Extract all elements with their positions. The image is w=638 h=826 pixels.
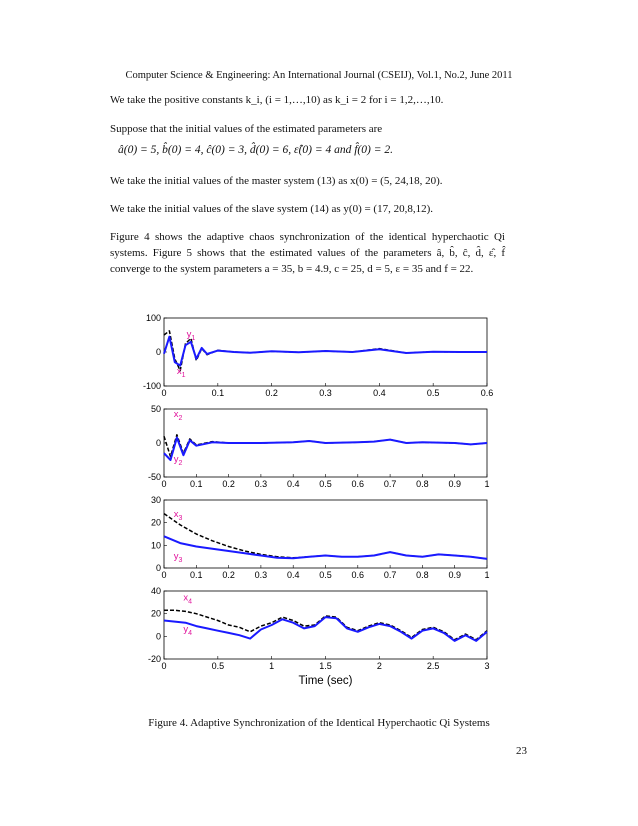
x-tick-label: 3 bbox=[484, 661, 490, 671]
x-tick-label: 0.6 bbox=[351, 479, 365, 489]
x-tick-label: 0 bbox=[161, 570, 167, 580]
x-tick-label: 0.1 bbox=[190, 570, 203, 580]
series-label-y1: $y_1$ bbox=[186, 329, 196, 343]
x-tick-label: 0 bbox=[161, 661, 167, 671]
x-tick-label: 0.4 bbox=[286, 570, 300, 580]
x-tick-label: 0.5 bbox=[319, 479, 332, 489]
x-tick-label: 0.4 bbox=[373, 388, 386, 398]
x-tick-label: 2 bbox=[376, 661, 382, 671]
x-tick-label: 0 bbox=[161, 479, 167, 489]
series-label-x1: $x_1$ bbox=[176, 365, 186, 379]
series-label-x2: $x_2$ bbox=[173, 409, 183, 423]
y-tick-label: 0 bbox=[155, 631, 161, 642]
y-tick-label: -20 bbox=[147, 654, 161, 664]
series-label-y3: $y_3$ bbox=[173, 551, 183, 565]
panel-2 bbox=[148, 404, 490, 489]
y-tick-label: 50 bbox=[150, 404, 161, 414]
x-tick-label: 0.4 bbox=[286, 479, 300, 489]
y-tick-label: 0 bbox=[155, 438, 161, 448]
y-tick-label: 0 bbox=[155, 563, 161, 573]
x-tick-label: 2.5 bbox=[426, 661, 440, 671]
equation-initial-estimates: â(0) = 5, b̂(0) = 4, ĉ(0) = 3, d̂(0) = 6, ε̂(0) = 4 and f̂(0) = 2. bbox=[118, 144, 393, 156]
y-tick-label: 20 bbox=[150, 517, 161, 528]
x-tick-label: 0.2 bbox=[265, 388, 278, 398]
y-tick-label: 0 bbox=[155, 347, 161, 357]
paragraph-master-initial: We take the initial values of the master system (13) as x(0) = (5, 24,18, 20). bbox=[110, 175, 443, 187]
y-tick-label: 30 bbox=[150, 495, 161, 505]
x-tick-label: 0.2 bbox=[222, 570, 235, 580]
paragraph-constants: We take the positive constants k_i, (i = 1,…,10) as k_i = 2 for i = 1,2,…,10. bbox=[110, 94, 444, 106]
x-tick-label: 0 bbox=[161, 388, 167, 398]
x-tick-label: 0.1 bbox=[190, 479, 203, 489]
series-label-y2: $y_2$ bbox=[173, 454, 183, 468]
x-axis-label: Time (sec) bbox=[298, 675, 353, 687]
x-tick-label: 0.7 bbox=[383, 479, 397, 489]
paragraph-figure-description: Figure 4 shows the adaptive chaos synchronization of the identical hyperchaotic Qi systems. Figure 5 shows that the estimated values of the parameters â, b̂, ĉ, d̂, ε̂, f̂ converge to the system parameters a = 35, b = 4.9, c = 25, d = 5, ε = 35 and f = 22. bbox=[110, 231, 505, 275]
x-tick-label: 0.6 bbox=[351, 570, 365, 580]
series-label-x4: $x_4$ bbox=[183, 592, 193, 606]
panel-3 bbox=[151, 495, 490, 580]
x-tick-label: 0.1 bbox=[211, 388, 225, 398]
series-y4-line bbox=[164, 617, 487, 641]
panel-4 bbox=[148, 586, 490, 687]
y-tick-label: 10 bbox=[150, 540, 161, 551]
page-number: 23 bbox=[516, 745, 527, 757]
y-tick-label: 100 bbox=[145, 313, 161, 323]
x-tick-label: 1.5 bbox=[319, 661, 332, 671]
series-label-y4: $y_4$ bbox=[183, 623, 193, 637]
series-x2-line bbox=[164, 435, 487, 457]
x-tick-label: 0.7 bbox=[383, 570, 397, 580]
panel-1 bbox=[143, 313, 493, 398]
x-tick-label: 1 bbox=[484, 570, 490, 580]
x-tick-label: 0.5 bbox=[211, 661, 225, 671]
axes-frame bbox=[164, 500, 487, 568]
x-tick-label: 0.3 bbox=[319, 388, 332, 398]
x-tick-label: 0.3 bbox=[254, 570, 268, 580]
x-tick-label: 0.3 bbox=[254, 479, 268, 489]
x-tick-label: 0.9 bbox=[448, 479, 461, 489]
y-tick-label: 40 bbox=[150, 586, 161, 596]
x-tick-label: 0.8 bbox=[416, 570, 429, 580]
x-tick-label: 0.2 bbox=[222, 479, 235, 489]
x-tick-label: 1 bbox=[269, 661, 275, 671]
journal-header: Computer Science & Engineering: An International Journal (CSEIJ), Vol.1, No.2, June 2011 bbox=[125, 70, 513, 81]
x-tick-label: 0.6 bbox=[480, 388, 494, 398]
y-tick-label: 20 bbox=[150, 608, 161, 619]
x-tick-label: 0.5 bbox=[426, 388, 440, 398]
series-x4-line bbox=[164, 610, 487, 639]
y-tick-label: -100 bbox=[142, 381, 161, 391]
series-y1-line bbox=[164, 337, 487, 366]
axes-frame bbox=[164, 591, 487, 659]
series-label-x3: $x_3$ bbox=[173, 509, 183, 522]
x-tick-label: 1 bbox=[484, 479, 490, 489]
x-tick-label: 0.9 bbox=[448, 570, 461, 580]
series-y3-line bbox=[164, 536, 487, 559]
x-tick-label: 0.5 bbox=[319, 570, 332, 580]
figure-caption: Figure 4. Adaptive Synchronization of the Identical Hyperchaotic Qi Systems bbox=[148, 717, 490, 729]
series-x3-line bbox=[164, 514, 487, 559]
y-tick-label: -50 bbox=[147, 472, 161, 482]
paragraph-initial-estimates: Suppose that the initial values of the estimated parameters are bbox=[110, 123, 383, 135]
x-tick-label: 0.8 bbox=[416, 479, 429, 489]
paragraph-slave-initial: We take the initial values of the slave system (14) as y(0) = (17, 20,8,12). bbox=[110, 203, 434, 215]
